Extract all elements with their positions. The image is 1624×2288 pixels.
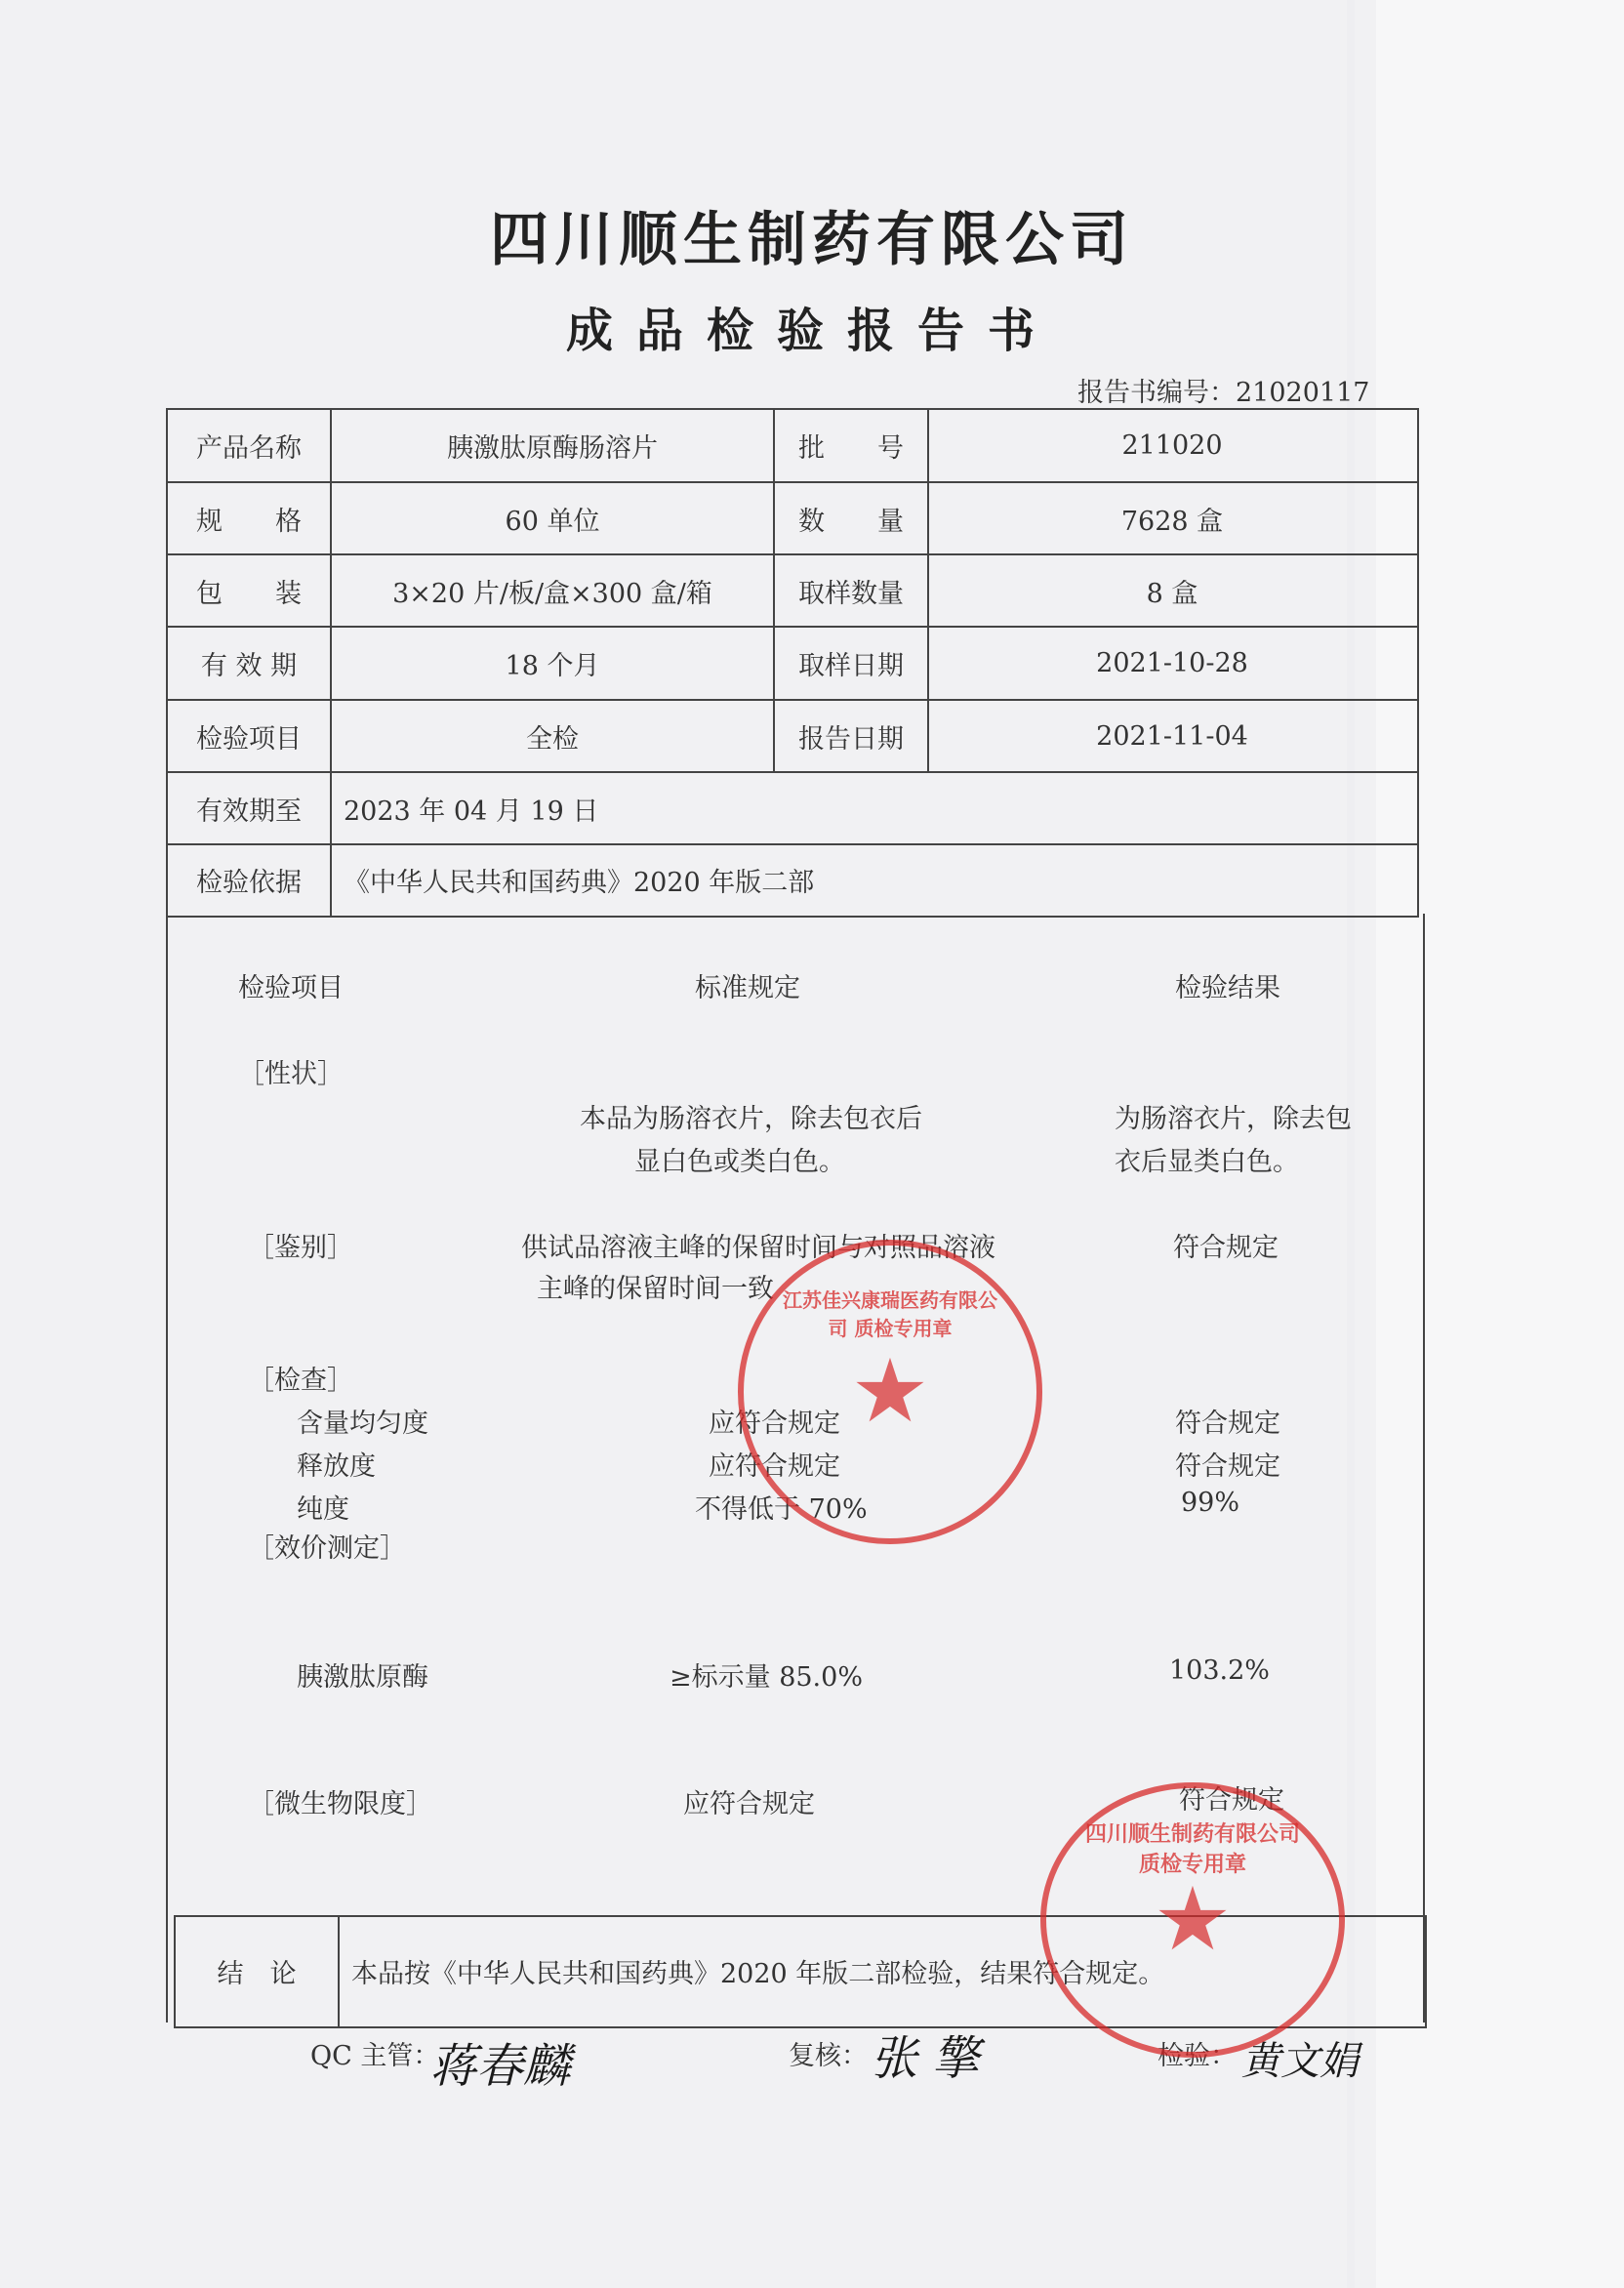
spec-value: 60 单位 <box>505 506 600 537</box>
release-result: 符合规定 <box>1175 1451 1280 1482</box>
review-signature: 张 擎 <box>871 2031 980 2086</box>
product-name-label: 产品名称 <box>196 433 302 464</box>
purity-item: 纯度 <box>297 1494 349 1525</box>
check-heading: ［检查］ <box>248 1366 353 1396</box>
results-border-right <box>1423 914 1425 2022</box>
sample-qty-label: 取样数量 <box>798 578 904 609</box>
ident-result: 符合规定 <box>1173 1233 1279 1263</box>
expiry-label: 有效期至 <box>196 796 302 827</box>
qa-stamp-jiangsu <box>738 1240 1042 1544</box>
batch-value: 211020 <box>1121 430 1223 461</box>
ident-heading: ［鉴别］ <box>248 1233 353 1263</box>
validity-value: 18 个月 <box>505 651 600 681</box>
package-value: 3×20 片/板/盒×300 盒/箱 <box>392 578 712 609</box>
test-items-label: 检验项目 <box>196 723 302 755</box>
spec-label: 规 格 <box>196 506 302 537</box>
micro-result: 符合规定 <box>1179 1785 1284 1816</box>
purity-standard: 不得低于 70% <box>695 1494 868 1525</box>
stamp-star-icon: ★ <box>850 1340 930 1443</box>
uniformity-item: 含量均匀度 <box>297 1409 428 1439</box>
col-result-header: 检验结果 <box>1175 973 1280 1003</box>
col-standard-header: 标准规定 <box>695 973 800 1003</box>
company-name: 四川顺生制药有限公司 <box>490 206 1134 274</box>
sample-date-value: 2021-10-28 <box>1096 648 1248 678</box>
sample-qty-value: 8 盒 <box>1146 578 1198 609</box>
ident-standard-line1: 供试品溶液主峰的保留时间与对照品溶液 <box>521 1233 995 1263</box>
validity-label: 有 效 期 <box>200 651 298 681</box>
uniformity-result: 符合规定 <box>1175 1409 1280 1439</box>
expiry-value: 2023 年 04 月 19 日 <box>344 796 599 827</box>
qc-signature: 蒋春麟 <box>429 2039 571 2094</box>
quantity-label: 数 量 <box>798 506 904 537</box>
package-label: 包 装 <box>196 578 302 609</box>
basis-value: 《中华人民共和国药典》2020 年版二部 <box>344 867 815 898</box>
col-item-header: 检验项目 <box>238 973 344 1003</box>
inspect-signature-label: 检验： <box>1157 2041 1237 2071</box>
inspect-signature: 黄文娟 <box>1241 2039 1359 2084</box>
potency-heading: ［效价测定］ <box>248 1533 406 1564</box>
potency-standard: ≥标示量 85.0% <box>670 1662 863 1693</box>
potency-item: 胰激肽原酶 <box>297 1662 428 1693</box>
report-date-value: 2021-11-04 <box>1096 720 1248 752</box>
qc-signature-label: QC 主管： <box>310 2041 440 2071</box>
review-signature-label: 复核： <box>789 2041 868 2071</box>
report-date-label: 报告日期 <box>798 723 904 755</box>
micro-standard: 应符合规定 <box>683 1789 815 1819</box>
potency-result: 103.2% <box>1169 1655 1270 1686</box>
stamp-star-icon: ★ <box>1153 1868 1233 1971</box>
qa-stamp-sichuan <box>1040 1782 1345 2058</box>
document-title: 成品检验报告书 <box>565 304 1058 358</box>
conclusion-label: 结 论 <box>217 1958 297 1989</box>
release-standard: 应符合规定 <box>709 1451 840 1482</box>
conclusion-text: 本品按《中华人民共和国药典》2020 年版二部检验，结果符合规定。 <box>351 1958 1165 1989</box>
basis-label: 检验依据 <box>196 867 302 898</box>
stamp-text: 江苏佳兴康瑞医药有限公司 质检专用章 <box>783 1288 997 1340</box>
report-number-value: 21020117 <box>1236 378 1370 408</box>
appearance-standard-line2: 显白色或类白色。 <box>634 1147 845 1177</box>
batch-label: 批 号 <box>798 433 904 464</box>
report-number-label: 报告书编号： <box>1077 378 1236 408</box>
purity-result: 99% <box>1181 1488 1240 1518</box>
release-item: 释放度 <box>297 1451 376 1482</box>
ident-standard-line2: 主峰的保留时间一致 <box>537 1274 774 1304</box>
test-items-value: 全检 <box>526 723 579 755</box>
sample-date-label: 取样日期 <box>798 651 904 681</box>
appearance-result-line1: 为肠溶衣片，除去包 <box>1115 1104 1352 1134</box>
appearance-result-line2: 衣后显类白色。 <box>1115 1147 1299 1177</box>
micro-heading: ［微生物限度］ <box>248 1789 432 1819</box>
stamp-text: 四川顺生制药有限公司 质检专用章 <box>1084 1822 1300 1877</box>
product-name-value: 胰激肽原酶肠溶片 <box>447 433 658 464</box>
results-border-left <box>166 914 168 2022</box>
quantity-value: 7628 盒 <box>1120 506 1224 537</box>
appearance-standard-line1: 本品为肠溶衣片，除去包衣后 <box>580 1104 922 1134</box>
uniformity-standard: 应符合规定 <box>709 1409 840 1439</box>
appearance-heading: ［性状］ <box>238 1059 344 1089</box>
report-number <box>1077 371 1369 409</box>
